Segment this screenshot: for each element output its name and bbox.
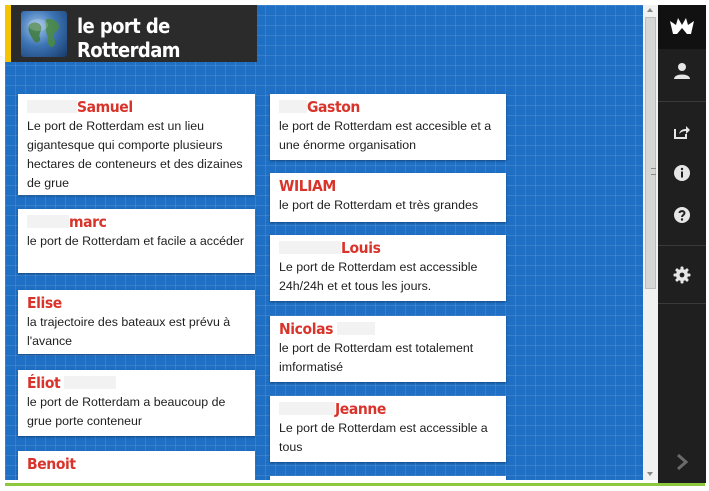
padlet-logo-icon[interactable] — [658, 5, 706, 49]
post-author: Jeanne — [279, 401, 498, 418]
toolbar-divider — [658, 245, 706, 246]
post-card[interactable] — [18, 209, 255, 273]
post-card[interactable] — [270, 396, 506, 462]
redacted-name — [27, 215, 69, 228]
redacted-name — [279, 100, 307, 113]
board-title: le port de Rotterdam — [77, 14, 180, 62]
post-card[interactable] — [18, 94, 255, 195]
post-body: Le port de Rotterdam est accessible 24h/24h et et tous les jours. — [279, 260, 478, 293]
post-card[interactable] — [270, 235, 506, 301]
post-author: WILIAM — [279, 177, 336, 195]
user-icon[interactable] — [658, 51, 706, 91]
toolbar-divider — [658, 101, 706, 102]
post-author: Benoit — [27, 455, 76, 473]
post-card[interactable] — [18, 451, 255, 480]
post-card[interactable] — [270, 94, 506, 160]
post-body: la trajectoire des bateaux est prévu à l'avance — [27, 315, 231, 348]
post-author: marc — [27, 214, 247, 231]
settings-icon[interactable] — [658, 255, 706, 295]
post-body: le port de Rotterdam est totalement imformatisé — [279, 341, 474, 374]
bottom-accent-line — [5, 483, 705, 486]
post-card[interactable] — [270, 173, 506, 222]
redacted-name — [279, 241, 341, 254]
post-card[interactable] — [270, 476, 506, 480]
redacted-name — [27, 100, 77, 113]
post-card[interactable] — [18, 290, 255, 354]
info-icon[interactable] — [658, 153, 706, 193]
post-author: Gaston — [279, 99, 498, 116]
post-card[interactable] — [270, 316, 506, 382]
expand-chevron-icon[interactable] — [658, 442, 706, 482]
toolbar-divider — [658, 303, 706, 304]
share-icon[interactable] — [658, 112, 706, 152]
grip-icon — [651, 168, 656, 175]
redacted-name — [337, 322, 375, 335]
board-header — [5, 5, 257, 62]
post-author: Éliot — [27, 375, 247, 392]
post-author: Louis — [279, 240, 498, 257]
post-body: Le port de Rotterdam est accessible a tous — [279, 421, 488, 454]
post-body: Le port de Rotterdam est un lieu gigantesque qui comporte plusieurs hectares de conteneurs et des dizaines de grue — [27, 119, 243, 190]
globe-icon — [21, 11, 67, 57]
post-body: le port de Rotterdam a beaucoup de grue porte conteneur — [27, 395, 226, 428]
post-body: le port de Rotterdam est accesible et a une énorme organisation — [279, 119, 492, 152]
scroll-down-icon[interactable] — [647, 472, 653, 476]
redacted-name — [279, 402, 335, 415]
scroll-up-icon[interactable] — [647, 8, 653, 12]
post-card[interactable] — [18, 370, 255, 436]
post-author: Samuel — [27, 99, 247, 116]
vertical-scrollbar[interactable] — [643, 5, 658, 480]
padlet-board[interactable] — [5, 5, 643, 480]
post-body: le port de Rotterdam et facile a accéder — [27, 234, 244, 248]
post-author: Elise — [27, 294, 62, 312]
right-toolbar — [658, 5, 706, 483]
post-author: Nicolas — [279, 321, 498, 338]
redacted-name — [64, 376, 116, 389]
help-icon[interactable] — [658, 195, 706, 235]
scroll-thumb[interactable] — [645, 17, 656, 289]
post-body: le port de Rotterdam et très grandes — [279, 198, 479, 212]
